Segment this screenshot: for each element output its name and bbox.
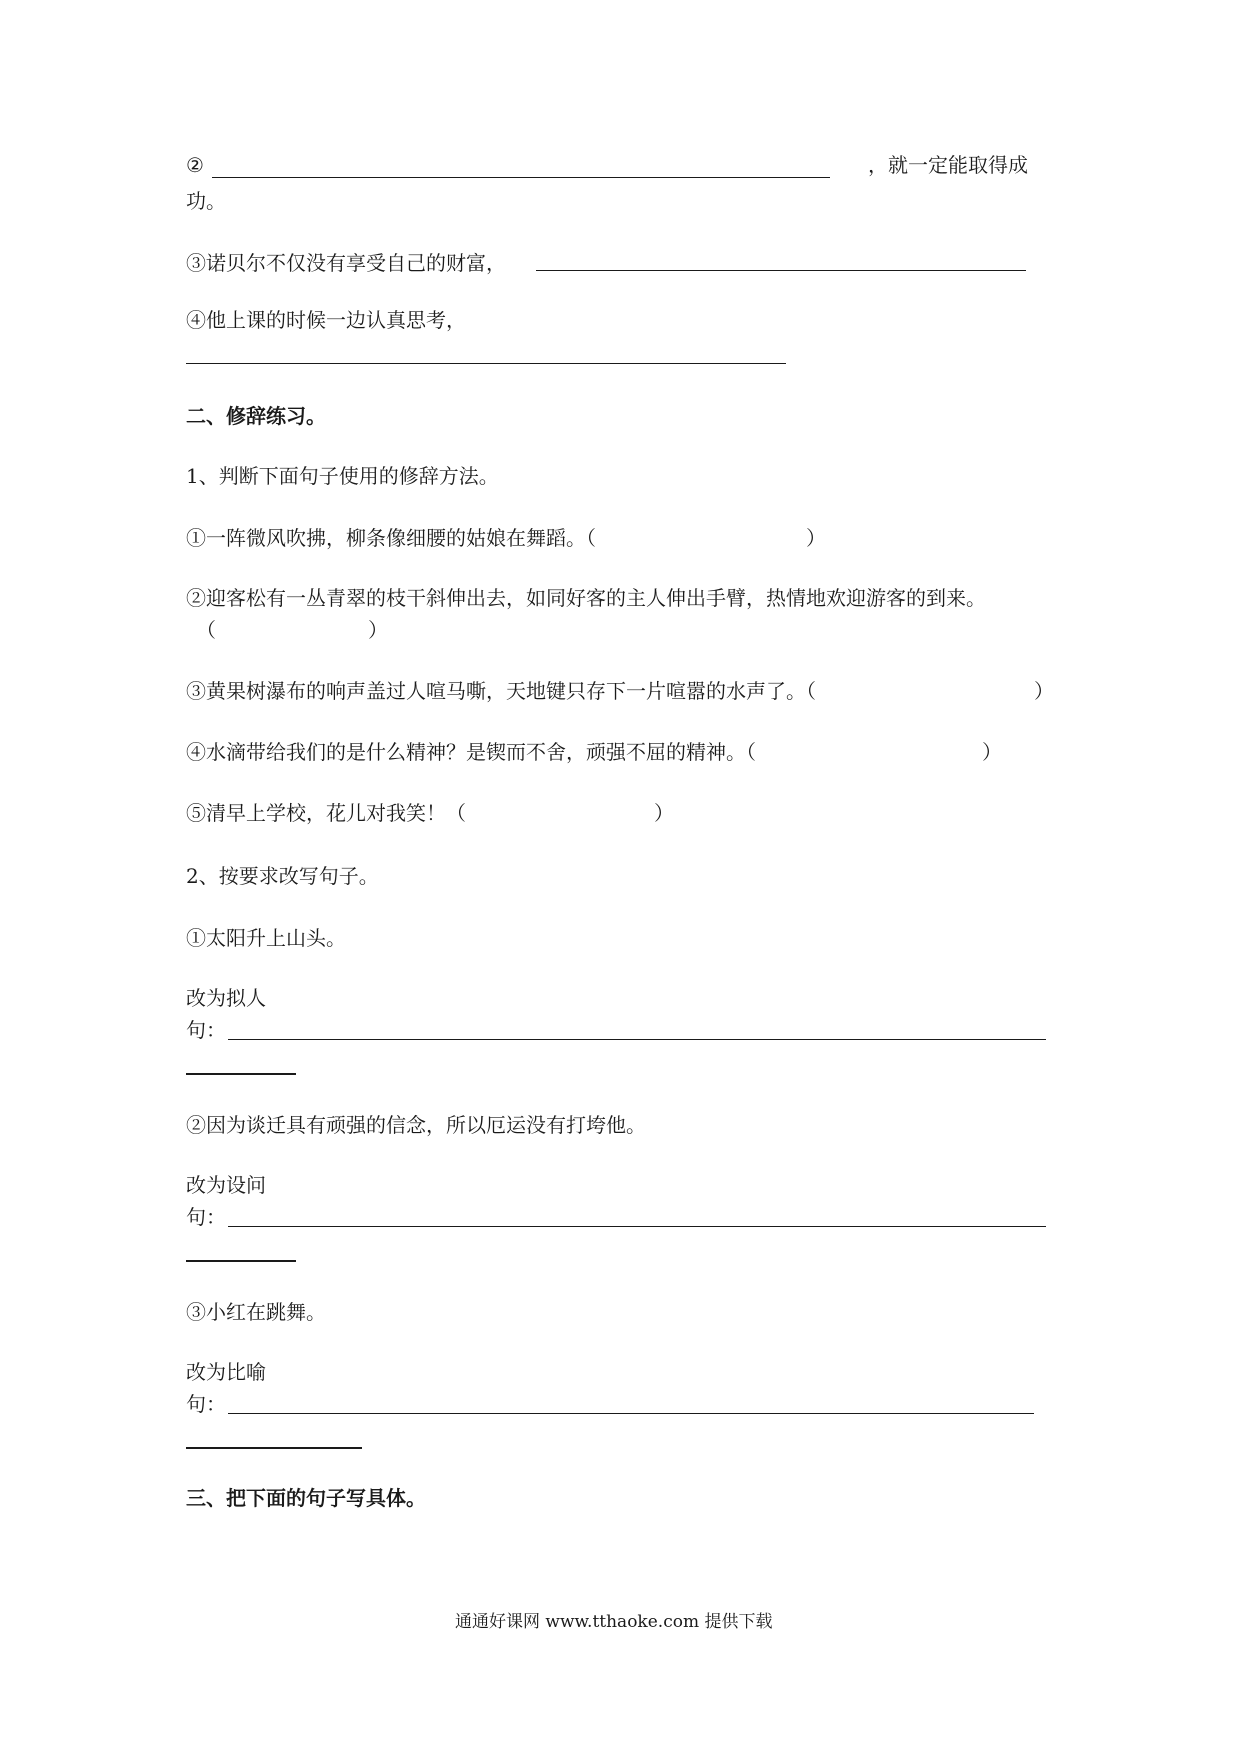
answer-line[interactable] [228,1226,1046,1227]
paren-close: ） [982,740,1002,764]
section-heading-3: 三、把下面的句子写具体。 [186,1486,426,1510]
answer-line[interactable] [186,1447,362,1449]
rewrite-label: 改为比喻 [186,1360,266,1384]
rewrite-label: 句： [186,1018,226,1042]
answer-line[interactable] [228,1039,1046,1040]
paren-close: ） [368,618,388,642]
item2-wrap: 功。 [186,189,226,213]
item2-suffix: ，就一定能取得成 [868,153,1028,177]
item4-text: ④他上课的时候一边认真思考， [186,308,466,332]
question-1-title: 1、判断下面句子使用的修辞方法。 [186,464,499,488]
answer-line[interactable] [228,1413,1034,1414]
paren-close: ） [654,801,674,825]
rhetoric-item-3: ③黄果树瀑布的响声盖过人喧马嘶，天地键只存下一片喧嚣的水声了。（ [186,679,816,703]
rewrite-sentence-3: ③小红在跳舞。 [186,1300,326,1324]
question-2-title: 2、按要求改写句子。 [186,864,379,888]
rhetoric-item-2: ②迎客松有一丛青翠的枝干斜伸出去，如同好客的主人伸出手臂，热情地欢迎游客的到来。 [186,586,986,610]
paren-close: ） [806,526,826,550]
rhetoric-item-4: ④水滴带给我们的是什么精神？是锲而不舍，顽强不屈的精神。（ [186,740,756,764]
rewrite-sentence-2: ②因为谈迁具有顽强的信念，所以厄运没有打垮他。 [186,1113,646,1137]
answer-line[interactable] [186,363,786,364]
answer-line[interactable] [186,1260,296,1262]
rhetoric-item-1: ①一阵微风吹拂，柳条像细腰的姑娘在舞蹈。（ [186,526,596,550]
paren-open: （ [196,618,216,642]
rewrite-label: 改为设问 [186,1173,266,1197]
answer-line[interactable] [186,1073,296,1075]
rewrite-label: 句： [186,1205,226,1229]
answer-line[interactable] [536,270,1026,271]
page-footer: 通通好课网 www.tthaoke.com 提供下载 [455,1612,773,1632]
section-heading-2: 二、修辞练习。 [186,404,326,428]
item2-prefix: ② [186,153,204,177]
rewrite-label: 句： [186,1392,226,1416]
rhetoric-item-5: ⑤清早上学校，花儿对我笑！（ [186,801,466,825]
rewrite-label: 改为拟人 [186,986,266,1010]
answer-line[interactable] [212,177,830,178]
rewrite-sentence-1: ①太阳升上山头。 [186,926,346,950]
item3-text: ③诺贝尔不仅没有享受自己的财富， [186,251,506,275]
paren-close: ） [1034,679,1054,703]
